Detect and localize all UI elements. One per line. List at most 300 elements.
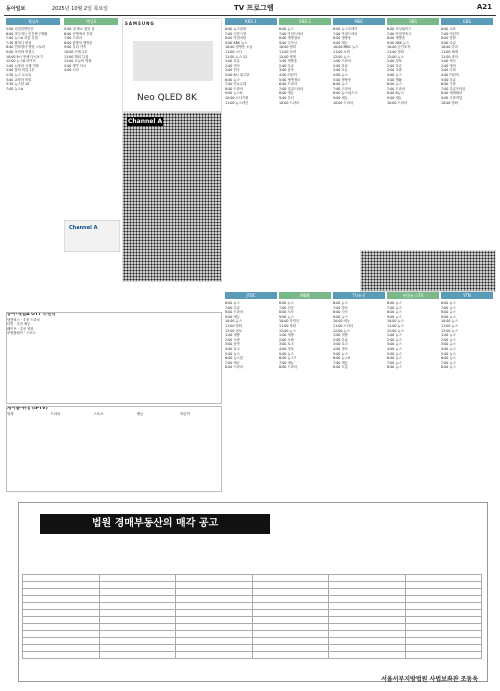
auction-cell — [329, 575, 406, 582]
schedule-row: 4:00 토크 — [225, 346, 240, 351]
schedule-row: 4:00 뉴스 — [387, 72, 402, 77]
schedule-row: 3:00 음악 — [225, 342, 240, 347]
ott-item: 티빙 · 추천 예능 — [7, 322, 31, 327]
auction-cell — [405, 645, 482, 652]
auction-cell — [176, 645, 253, 652]
schedule-row: 12:00 뉴스 — [333, 54, 350, 59]
channel-column — [279, 18, 331, 248]
schedule-row: 6:00 뉴스 — [279, 27, 294, 31]
auction-row — [23, 575, 482, 582]
schedule-list — [64, 27, 118, 73]
schedule-row: 2:00 오락 — [225, 337, 240, 342]
schedule-row: 8:00 드라마 — [225, 86, 244, 91]
auction-cell — [176, 603, 253, 610]
schedule-row: 1:00 다큐 — [225, 59, 240, 64]
schedule-row: 8:00 예능 — [279, 91, 294, 96]
schedule-row: 8:00 드라마 — [279, 365, 298, 370]
auction-cell — [176, 575, 253, 582]
schedule-row: 11:00 영화 — [279, 323, 296, 328]
schedule-row: 8:00 시사 — [279, 310, 294, 315]
auction-row — [23, 638, 482, 645]
schedule-row: 6:00 뉴스투데이 — [333, 27, 358, 31]
schedule-row: 2:00 다큐 — [279, 63, 294, 68]
schedule-row: 8:00 8뉴스 — [387, 91, 404, 96]
auction-cell — [252, 582, 329, 589]
auction-cell — [329, 582, 406, 589]
schedule-row: 9:00 뉴스 — [279, 314, 294, 319]
page-header — [4, 2, 496, 14]
auction-row — [23, 652, 482, 659]
schedule-row: 11:00 뉴스 — [387, 323, 404, 328]
channel-a-logo-ad — [64, 220, 120, 252]
schedule-row: 9:00 굿모닝 — [279, 40, 298, 45]
schedule-row: 6:00 인생에서 후회 — [64, 31, 93, 36]
schedule-row: 4:00 어린이 — [279, 72, 298, 77]
schedule-row: 2:00 오락 — [279, 337, 294, 342]
auction-cell — [252, 596, 329, 603]
auction-row — [23, 582, 482, 589]
schedule-row: 2:00 역사 — [225, 63, 240, 68]
auction-cell — [99, 631, 176, 638]
schedule-row: 5:00 뉴스 — [441, 351, 456, 356]
schedule-row: 8:00 뉴스 — [387, 310, 402, 315]
auction-table — [22, 574, 482, 659]
schedule-row: 11:00 해외 특집 — [64, 54, 89, 59]
schedule-row: 10:00 영화 — [279, 45, 296, 50]
auction-cell — [405, 596, 482, 603]
auction-cell — [176, 624, 253, 631]
auction-cell — [329, 624, 406, 631]
schedule-row: 10:00 생방송 오늘 — [225, 45, 253, 50]
auction-cell — [405, 631, 482, 638]
schedule-row: 5:00 생방송 — [333, 77, 352, 82]
schedule-row: 8:00 뉴스 — [441, 310, 456, 315]
schedule-row: 10:00 자연인 — [279, 319, 300, 324]
auction-cell — [329, 645, 406, 652]
schedule-row: 2:00 영어 — [441, 63, 456, 68]
ott-box — [6, 312, 222, 404]
auction-cell — [23, 617, 100, 624]
schedule-row: 7:00 뉴스 — [441, 305, 456, 310]
schedule-row: 1:00 재방 — [279, 333, 294, 338]
schedule-row: 3:00 오락 — [387, 68, 402, 73]
schedule-row: 11:00 뉴스 — [441, 323, 458, 328]
schedule-row: 1:00 시장의 국제 저장 — [6, 63, 39, 68]
schedule-row: 8:00 드라마 — [225, 310, 244, 315]
schedule-row: 10:00 9시 연예 다시보기 — [6, 54, 44, 59]
schedule-row: 2:00 뉴스 — [387, 337, 402, 342]
auction-cell — [99, 603, 176, 610]
schedule-row: 11:00 오락 — [333, 49, 350, 54]
ott-list — [7, 318, 221, 336]
auction-cell — [23, 624, 100, 631]
auction-cell — [329, 610, 406, 617]
schedule-row: 3:00 음악 — [279, 68, 294, 73]
auction-cell — [329, 603, 406, 610]
auction-cell — [405, 617, 482, 624]
schedule-row: 10:00 순간포착 — [387, 45, 411, 50]
auction-cell — [99, 582, 176, 589]
channel-column — [441, 292, 493, 482]
auction-cell — [252, 610, 329, 617]
schedule-row: 4:00 뉴스 — [387, 346, 402, 351]
schedule-row: 8:00 뉴스데스크 — [333, 91, 358, 96]
auction-cell — [405, 589, 482, 596]
schedule-row: 5:00 6시 내고향 — [225, 72, 250, 77]
schedule-row: 12:00 뉴스 12 — [225, 54, 248, 59]
auction-row — [23, 596, 482, 603]
auction-row — [23, 610, 482, 617]
schedule-row: 5:00 뉴스 — [387, 351, 402, 356]
schedule-row: 12:00 뉴스 — [333, 328, 350, 333]
schedule-row: 10:00 MBC 뉴스 — [333, 45, 359, 50]
channel-column — [225, 18, 277, 248]
auction-cell — [252, 575, 329, 582]
schedule-row: 6:00 뉴스 — [387, 356, 402, 361]
channel-head: 연합뉴스TV — [387, 292, 439, 299]
schedule-row: 1:00 역사 — [441, 59, 456, 64]
schedule-row: 6:00 뉴스 — [225, 301, 240, 305]
schedule-row: 3:00 수학 — [441, 68, 456, 73]
schedule-row: 3:00 뉴스 — [387, 342, 402, 347]
schedule-row: 10:00 영화 — [441, 100, 458, 105]
schedule-row: 8:00 아침마당 — [225, 36, 247, 41]
auction-cell — [176, 652, 253, 659]
schedule-row: 10:00 드라마 — [333, 100, 354, 105]
auction-cell — [405, 603, 482, 610]
channel-column — [333, 292, 385, 482]
channel-column — [441, 18, 493, 248]
schedule-row: 5:00 내 바로 옆의 꿈 — [64, 27, 95, 31]
schedule-row: 5:00 생활 — [387, 77, 402, 82]
auction-cell — [176, 589, 253, 596]
schedule-row: 9:00 SBS 뉴스 — [387, 40, 410, 45]
auction-cell — [405, 582, 482, 589]
schedule-row: 8:00 생방송 — [333, 36, 352, 41]
auction-cell — [99, 596, 176, 603]
issue-date: 2025년 10월 2일 목요일 — [52, 6, 109, 12]
auction-cell — [176, 610, 253, 617]
schedule-row: 7:00 일일드라마 — [279, 86, 304, 91]
schedule-row: 6:00 뉴스7 — [279, 356, 296, 361]
schedule-row: 9:00 예능 — [387, 95, 402, 100]
schedule-row: 7:00 다큐프라임 — [441, 86, 466, 91]
auction-cell — [23, 610, 100, 617]
schedule-row: 6:00 뉴스 — [441, 301, 456, 305]
schedule-row: 7:00 뉴스 — [387, 360, 402, 365]
schedule-row: 1:00 재방송 — [279, 59, 298, 64]
auction-cell — [176, 617, 253, 624]
ott-item: 웨이브 · 추천 영화 — [7, 326, 34, 331]
schedule-row: 1:00 드라마 — [333, 59, 352, 64]
schedule-row: 10:00 인생 1부 — [64, 49, 88, 54]
auction-cell — [329, 617, 406, 624]
schedule-row: 1:00 뉴스 — [441, 333, 456, 338]
schedule-row: 6:00 교육 — [441, 27, 456, 31]
auction-cell — [252, 617, 329, 624]
cable-item: 영화 — [7, 411, 14, 416]
auction-cell — [252, 624, 329, 631]
cable-item: 예능 — [136, 411, 144, 416]
schedule-row: 10:00 뉴스 — [225, 319, 242, 324]
auction-cell — [99, 624, 176, 631]
schedule-row: 7:00 뉴스 — [387, 305, 402, 310]
auction-cell — [252, 645, 329, 652]
header-rule — [4, 15, 496, 16]
schedule-row: 6:00 뉴스룸 — [225, 356, 244, 361]
schedule-row: 7:00 아침연속극 — [387, 31, 412, 36]
auction-cell — [99, 617, 176, 624]
schedule-row: 3:00 전국 — [225, 68, 240, 73]
schedule-row: 8:00 트롯 — [333, 365, 348, 370]
auction-cell — [329, 631, 406, 638]
channel-a-promo-ad — [122, 112, 222, 282]
schedule-row: 9:00 뉴스 — [441, 314, 456, 319]
schedule-row: 8:00 한방의 생방송 — [64, 40, 93, 45]
schedule-row: 6:00 뉴스 — [387, 301, 402, 305]
auction-cell — [176, 631, 253, 638]
auction-cell — [23, 575, 100, 582]
schedule-row: 11:00 오락 — [279, 49, 296, 54]
auction-cell — [23, 589, 100, 596]
court-signature: 서울서부지방법원 사법보좌관 조동욱 — [381, 676, 478, 683]
schedule-row: 8:00 드라마 — [225, 365, 244, 370]
schedule-row: 11:00 영화 — [225, 323, 242, 328]
page-number: A21 — [476, 3, 492, 11]
channel-head: MBC — [333, 18, 385, 25]
auction-cell — [252, 603, 329, 610]
cable-title: 케이블·위성 (IPTV) — [7, 406, 48, 411]
schedule-row: 10:00 드라마 — [387, 100, 408, 105]
schedule-row: 3:00 교양의 비밀 — [6, 77, 32, 82]
schedule-row: 5:00 다큐 — [441, 77, 456, 82]
auction-cell — [252, 652, 329, 659]
schedule-row: 8:00 생생정보 — [279, 36, 301, 41]
schedule-row: 7:00 드라마 — [64, 36, 83, 41]
schedule-row: 7:00 뉴스 — [441, 360, 456, 365]
auction-cell — [99, 638, 176, 645]
schedule-row: 8:00 뉴스 — [441, 365, 456, 370]
auction-cell — [23, 596, 100, 603]
schedule-row: 8:00 만화 — [441, 36, 456, 41]
schedule-row: 9:00 뉴스 — [387, 314, 402, 319]
schedule-row: 12:00 정보 — [225, 328, 242, 333]
schedule-row: 7:00 인간극장 — [225, 31, 247, 36]
schedule-row: 12:00 뉴스 — [387, 54, 404, 59]
auction-cell — [329, 596, 406, 603]
channel-a-brand: Channel A — [69, 225, 98, 231]
schedule-row: 10:00 뉴스 — [387, 319, 404, 324]
schedule-row: 2:00 다큐 — [333, 337, 348, 342]
schedule-row: 4:00 어린이 — [441, 72, 460, 77]
channel-column — [387, 18, 439, 248]
banner-ad — [360, 250, 496, 292]
schedule-row: 4:00 정보 — [279, 346, 294, 351]
schedule-row: 9:00 KBS 뉴스 — [225, 40, 248, 45]
auction-row — [23, 589, 482, 596]
channel-head: MBN — [279, 292, 331, 299]
auction-cell — [252, 589, 329, 596]
schedule-row: 7:00 예능 — [333, 360, 348, 365]
schedule-row: 10:00 시사기획 — [225, 95, 249, 100]
auction-cell — [405, 638, 482, 645]
schedule-row: 6:00 드라마 — [279, 82, 298, 87]
auction-cell — [99, 645, 176, 652]
cable-item: 어린이 — [179, 411, 190, 416]
channel-column — [333, 18, 385, 248]
auction-cell — [252, 631, 329, 638]
auction-cell — [99, 575, 176, 582]
auction-cell — [329, 638, 406, 645]
schedule-row: 4:00 정보 — [333, 346, 348, 351]
schedule-row: 2:00 몸의 비밀 1부 — [6, 68, 35, 73]
channel-head: KBS 2 — [279, 18, 331, 25]
channel-head: 채널A — [6, 18, 60, 25]
tv-grid-top — [225, 18, 495, 248]
schedule-row: 7:00 정보 — [333, 305, 348, 310]
cable-item: 드라마 — [50, 411, 61, 416]
channel-column — [279, 292, 331, 482]
channel-column-left-2 — [64, 18, 118, 218]
auction-cell — [252, 638, 329, 645]
cable-item: 스포츠 — [93, 411, 104, 416]
schedule-row: 7:00 건강 — [279, 305, 294, 310]
schedule-row: 11:00 시사 — [225, 49, 242, 54]
schedule-row: 7:30 할머니 탐험 — [6, 40, 32, 45]
schedule-row: 8:00 생방송 — [387, 36, 406, 41]
schedule-row: 9:00 뉴스 — [333, 314, 348, 319]
schedule-row: 6:00 극장 — [441, 82, 456, 87]
schedule-row: 8:00 세계테마 — [441, 91, 463, 96]
schedule-row: 7:00 뉴스A 서울 특집 — [6, 36, 38, 41]
auction-cell — [405, 624, 482, 631]
schedule-row: 6:00 뉴스 — [333, 82, 348, 87]
schedule-row: 11:00 영화 — [387, 49, 404, 54]
schedule-row: 7:00 어린이 — [441, 31, 460, 36]
schedule-row: 2:00 뉴스 — [441, 337, 456, 342]
schedule-row: 6:00 먹고자는 인간탐구생활 — [6, 31, 48, 36]
schedule-row: 11:00 드라마 — [333, 323, 354, 328]
schedule-row: 6:00 뉴스 — [441, 356, 456, 361]
channel-head: TV조선 — [333, 292, 385, 299]
channel-column-left-1 — [6, 18, 60, 308]
schedule-row: 9:00 우리 가족 — [64, 45, 87, 50]
schedule-row: 3:00 뉴스 — [441, 342, 456, 347]
schedule-row: 4:00 뉴스 — [441, 346, 456, 351]
schedule-row: 1:00 재방 — [225, 333, 240, 338]
schedule-row: 5:00 뉴스 — [333, 351, 348, 356]
auction-cell — [329, 652, 406, 659]
schedule-row: 5:00 리얼한방앗간 — [6, 27, 34, 31]
schedule-row: 6:00 뉴스 — [225, 77, 240, 82]
schedule-row: 10:00 드라마 — [279, 100, 300, 105]
auction-cell — [23, 582, 100, 589]
schedule-row: 9:00 뉴스9 — [225, 91, 242, 96]
schedule-row: 9:00 예능 — [225, 314, 240, 319]
schedule-row: 7:00 드라마 — [333, 86, 352, 91]
schedule-row: 6:00 뉴스광장 — [225, 27, 247, 31]
auction-cell — [176, 582, 253, 589]
schedule-row: 6:00 뉴스 — [387, 82, 402, 87]
cable-box — [6, 406, 222, 492]
channel-head: 채널S — [64, 18, 118, 25]
schedule-row: 6:00 뉴스 — [333, 301, 348, 305]
channel-head: KBS 1 — [225, 18, 277, 25]
auction-cell — [23, 603, 100, 610]
schedule-row: 8:00 뉴스 — [387, 365, 402, 370]
schedule-row: 11:00 뉴스라인 — [225, 100, 249, 105]
channel-head: SBS — [387, 18, 439, 25]
schedule-row: 2:00 다큐 — [387, 63, 402, 68]
schedule-row: 12:00 뉴스 — [387, 328, 404, 333]
schedule-row: 12:00 뉴스 — [441, 328, 458, 333]
schedule-row: 7:00 다큐 — [225, 305, 240, 310]
schedule-row: 4:00 뉴스 — [333, 72, 348, 77]
schedule-row: 1:00 뉴스 — [387, 333, 402, 338]
ott-item: 쿠팡플레이 · 스포츠 — [7, 331, 36, 336]
auction-cell — [23, 631, 100, 638]
schedule-row: 9:00 특선 — [279, 95, 294, 100]
samsung-logo: SAMSUNG — [125, 21, 155, 26]
schedule-row: 9:00 모아파 연결극 — [6, 49, 35, 54]
tv-grid-bottom — [225, 292, 495, 482]
schedule-row: 5:00 생생정보 — [279, 77, 301, 82]
schedule-row: 10:00 예능 — [333, 319, 350, 324]
auction-cell — [405, 652, 482, 659]
schedule-row: 8:00 시사 — [333, 310, 348, 315]
auction-cell — [176, 596, 253, 603]
schedule-row: 12:00 뉴스A 라이브 — [6, 59, 36, 64]
schedule-row: 5:00 뉴스 — [279, 351, 294, 356]
schedule-row: 2:30 뉴스 토요일 — [6, 72, 32, 77]
auction-cell — [99, 652, 176, 659]
schedule-row: 12:00 생생 — [279, 54, 296, 59]
samsung-ad — [122, 18, 222, 112]
schedule-row: 7:00 뉴스A — [6, 86, 24, 91]
channel-a-promo-logo: Channel A — [128, 118, 163, 125]
schedule-row: 9:00 예능 — [333, 40, 348, 45]
schedule-row: 3:00 토크 — [279, 342, 294, 347]
cable-list — [7, 412, 221, 417]
schedule-row: 2:00 다큐 — [333, 63, 348, 68]
auction-cell — [405, 575, 482, 582]
auction-cell — [176, 638, 253, 645]
schedule-row: 10:00 뉴스 — [441, 319, 458, 324]
schedule-row: 7:00 드라마 — [387, 86, 406, 91]
auction-row — [23, 645, 482, 652]
channel-head: JTBC — [225, 292, 277, 299]
auction-banner: 법원 경매부동산의 매각 공고 — [40, 514, 270, 534]
schedule-row: 9:00 극한직업 — [441, 95, 463, 100]
schedule-row: 11:00 세계 — [441, 49, 458, 54]
channel-head: YTN — [441, 292, 493, 299]
schedule-row: 7:00 예능 — [225, 360, 240, 365]
schedule-row: 12:00 오늘의 영화 — [64, 59, 92, 64]
auction-cell — [23, 638, 100, 645]
auction-cell — [99, 589, 176, 596]
ott-title: 동아·채널A OTT 추천작 — [7, 312, 56, 317]
schedule-row: 12:00 뉴스 — [279, 328, 296, 333]
schedule-row: 9:00 예능 — [333, 95, 348, 100]
schedule-row: 3:30 뉴스탑 10 — [6, 82, 30, 87]
schedule-row: 5:00 뉴스 — [225, 351, 240, 356]
section-title: TV 프로그램 — [234, 4, 274, 12]
schedule-row: 12:00 과학 — [441, 54, 458, 59]
schedule-row: 7:00 예능 — [279, 360, 294, 365]
auction-cell — [99, 610, 176, 617]
schedule-row: 4:00 시사 — [64, 68, 79, 73]
schedule-row: 6:00 뉴스 — [279, 301, 294, 305]
